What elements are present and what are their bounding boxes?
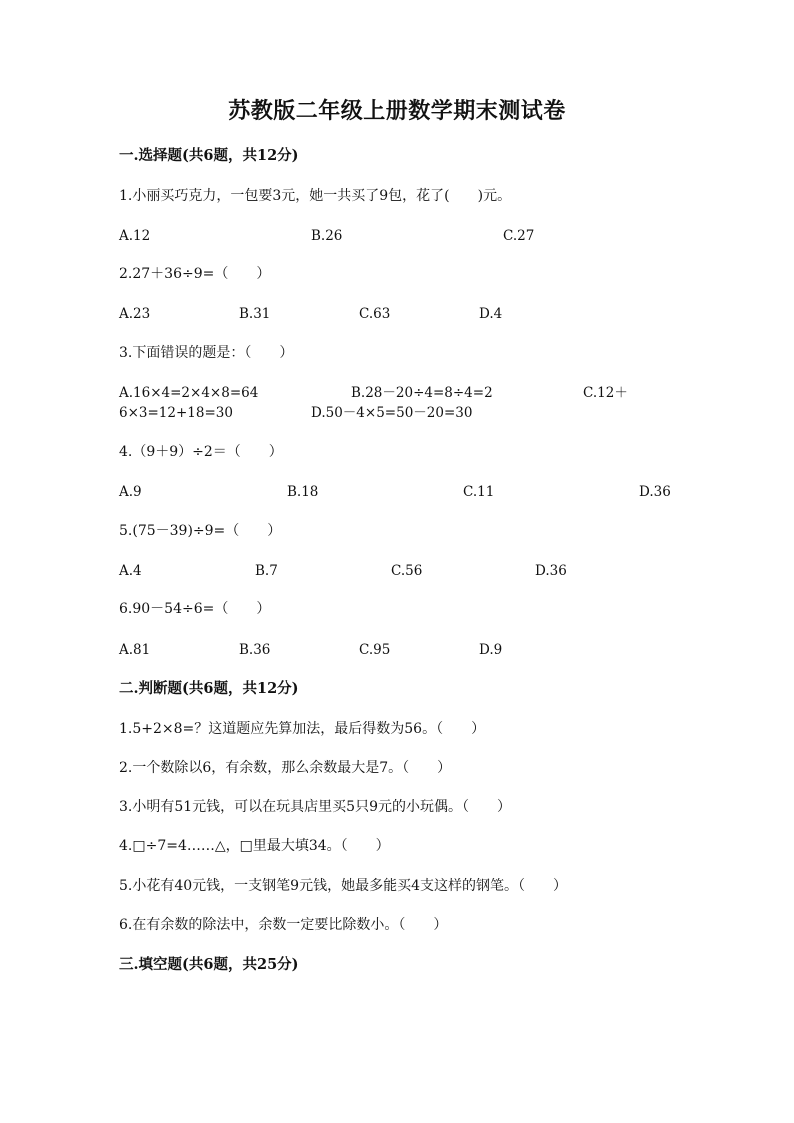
option-c: C.12＋ — [583, 385, 628, 401]
option-b: B.28－20÷4=8÷4=2 — [351, 385, 493, 401]
option-b: B.7 — [255, 563, 278, 579]
section-heading-choice: 一.选择题(共6题，共12分) — [119, 147, 299, 164]
question-text: 2.一个数除以6，有余数，那么余数最大是7。（ ） — [119, 760, 452, 776]
question-text: 4.（9＋9）÷2＝（ ） — [119, 444, 283, 460]
option-b: B.26 — [311, 228, 343, 244]
question-text: 6.90－54÷6=（ ） — [119, 601, 271, 617]
option-d: D.36 — [639, 484, 671, 500]
option-c: C.95 — [359, 642, 391, 658]
question-text: 4.□÷7=4……△，□里最大填34。（ ） — [119, 838, 390, 854]
question-text: 2.27＋36÷9=（ ） — [119, 266, 271, 282]
option-a: A.9 — [119, 484, 142, 500]
option-c: C.56 — [391, 563, 423, 579]
option-c: C.63 — [359, 306, 391, 322]
question-text: 5.小花有40元钱，一支钢笔9元钱，她最多能买4支这样的钢笔。（ ） — [119, 878, 567, 894]
question-text: 3.小明有51元钱，可以在玩具店里买5只9元的小玩偶。（ ） — [119, 799, 511, 815]
question-text: 5.(75－39)÷9=（ ） — [119, 523, 282, 539]
option-c: C.27 — [503, 228, 535, 244]
option-a: A.4 — [119, 563, 142, 579]
option-d: D.4 — [479, 306, 503, 322]
option-d: D.50－4×5=50－20=30 — [311, 405, 473, 421]
question-text: 6.在有余数的除法中，余数一定要比除数小。（ ） — [119, 917, 448, 933]
option-d: D.9 — [479, 642, 503, 658]
option-b: B.31 — [239, 306, 271, 322]
question-text: 1.小丽买巧克力，一包要3元，她一共买了9包，花了( )元。 — [119, 188, 512, 204]
section-heading-judgment: 二.判断题(共6题，共12分) — [119, 680, 299, 697]
option-a: A.12 — [119, 228, 151, 244]
option-a: A.81 — [119, 642, 151, 658]
option-c: C.11 — [463, 484, 495, 500]
question-text: 1.5+2×8=？这道题应先算加法，最后得数为56。（ ） — [119, 721, 486, 737]
section-heading-fill-in: 三.填空题(共6题，共25分) — [119, 956, 299, 973]
option-a: A.23 — [119, 306, 151, 322]
exam-title: 苏教版二年级上册数学期末测试卷 — [228, 98, 566, 124]
option-b: B.36 — [239, 642, 271, 658]
question-text: 3.下面错误的题是：（ ） — [119, 345, 294, 361]
option-d: D.36 — [535, 563, 567, 579]
option-b: B.18 — [287, 484, 319, 500]
option-a: A.16×4=2×4×8=64 — [119, 385, 259, 401]
option-c-continued: 6×3=12+18=30 — [119, 405, 233, 421]
